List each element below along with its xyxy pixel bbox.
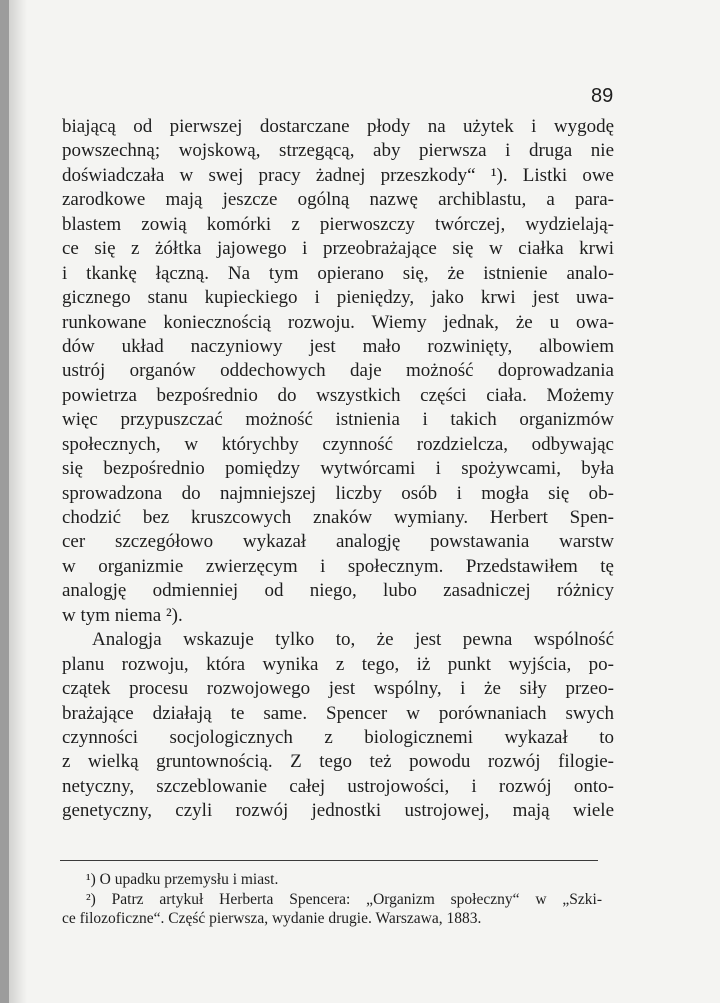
text-line: blastem zowią komórki z pierwoszczy twórczej, wydzielają-: [62, 213, 614, 235]
text-line: chodzić bez kruszcowych znaków wymiany. Herbert Spen-: [62, 507, 614, 528]
book-spine-edge: [0, 0, 9, 1003]
text-line: ustrój organów oddechowych daje możność doprowadzania: [62, 360, 614, 382]
text-line: zarodkowe mają jeszcze ogólną nazwę archiblastu, a para-: [62, 189, 614, 211]
footnote-2-continuation: ce filozoficzne“. Część pierwsza, wydanie drugie. Warszawa, 1883.: [62, 910, 482, 927]
text-line: genetyczny, czyli rozwój jednostki ustrojowej, mają wiele: [62, 800, 614, 822]
text-line: doświadczała w swej pracy żadnej przeszkody“ ¹). Listki owe: [62, 164, 614, 186]
footnote-2: ²) Patrz artykuł Herberta Spencera: „Organizm społeczny“ w „Szki-: [86, 890, 602, 908]
text-line: z wielką gruntownością. Z tego też powodu rozwój filogie-: [62, 751, 614, 773]
text-line: gicznego stanu kupieckiego i pieniędzy, jako krwi jest uwa-: [62, 287, 614, 309]
text-line: analogję odmienniej od niego, lubo zasadniczej różnicy: [62, 580, 614, 602]
text-line: powietrza bezpośrednio do wszystkich części ciała. Możemy: [62, 384, 614, 406]
text-line: czynności socjologicznych z biologicznemi wykazał to: [62, 726, 614, 748]
book-gutter-shadow: [9, 0, 27, 1003]
paragraph-end-line: w tym niema ²).: [62, 604, 183, 626]
text-line: się bezpośrednio pomiędzy wytwórcami i spożywcami, była: [62, 458, 614, 480]
text-line: sprowadzona do najmniejszej liczby osób i mogła się ob-: [62, 482, 614, 504]
text-line: runkowane koniecznością rozwoju. Wiemy jednak, że u owa-: [62, 311, 614, 333]
text-line: netyczny, szczeblowanie całej ustrojowości, i rozwój onto-: [62, 775, 614, 797]
text-line: dów układ naczyniowy jest mało rozwinięty, albowiem: [62, 335, 614, 357]
text-line: cer szczegółowo wykazał analogję powstawania warstw: [62, 531, 614, 553]
text-line: powszechną; wojskową, strzegącą, aby pierwsza i druga nie: [62, 140, 614, 162]
text-line: brażające działają te same. Spencer w porównaniach swych: [62, 702, 614, 724]
text-line: w organizmie zwierzęcym i społecznym. Przedstawiłem tę: [62, 555, 614, 577]
text-line: czątek procesu rozwojowego jest wspólny, i że siły przeo-: [62, 678, 614, 700]
text-line: biającą od pierwszej dostarczane płody na użytek i wygodę: [62, 116, 614, 137]
text-line: i tkankę łączną. Na tym opierano się, że istnienie analo-: [62, 262, 614, 284]
page-number: 89: [591, 85, 614, 107]
text-line: ce się z żółtka jajowego i przeobrażające się w ciałka krwi: [62, 238, 614, 260]
text-line: planu rozwoju, która wynika z tego, iż punkt wyjścia, po-: [62, 653, 614, 675]
body-text: [62, 115, 614, 824]
footnote-1: ¹) O upadku przemysłu i miast.: [86, 871, 279, 888]
text-line: społecznych, w którychby czynność rozdzielcza, odbywając: [62, 433, 614, 455]
footnotes: [62, 870, 602, 929]
footnote-divider: [60, 860, 598, 861]
paragraph-start-line: Analogja wskazuje tylko to, że jest pewna wspólność: [92, 629, 614, 651]
text-line: więc przypuszczać możność istnienia i takich organizmów: [62, 409, 614, 431]
